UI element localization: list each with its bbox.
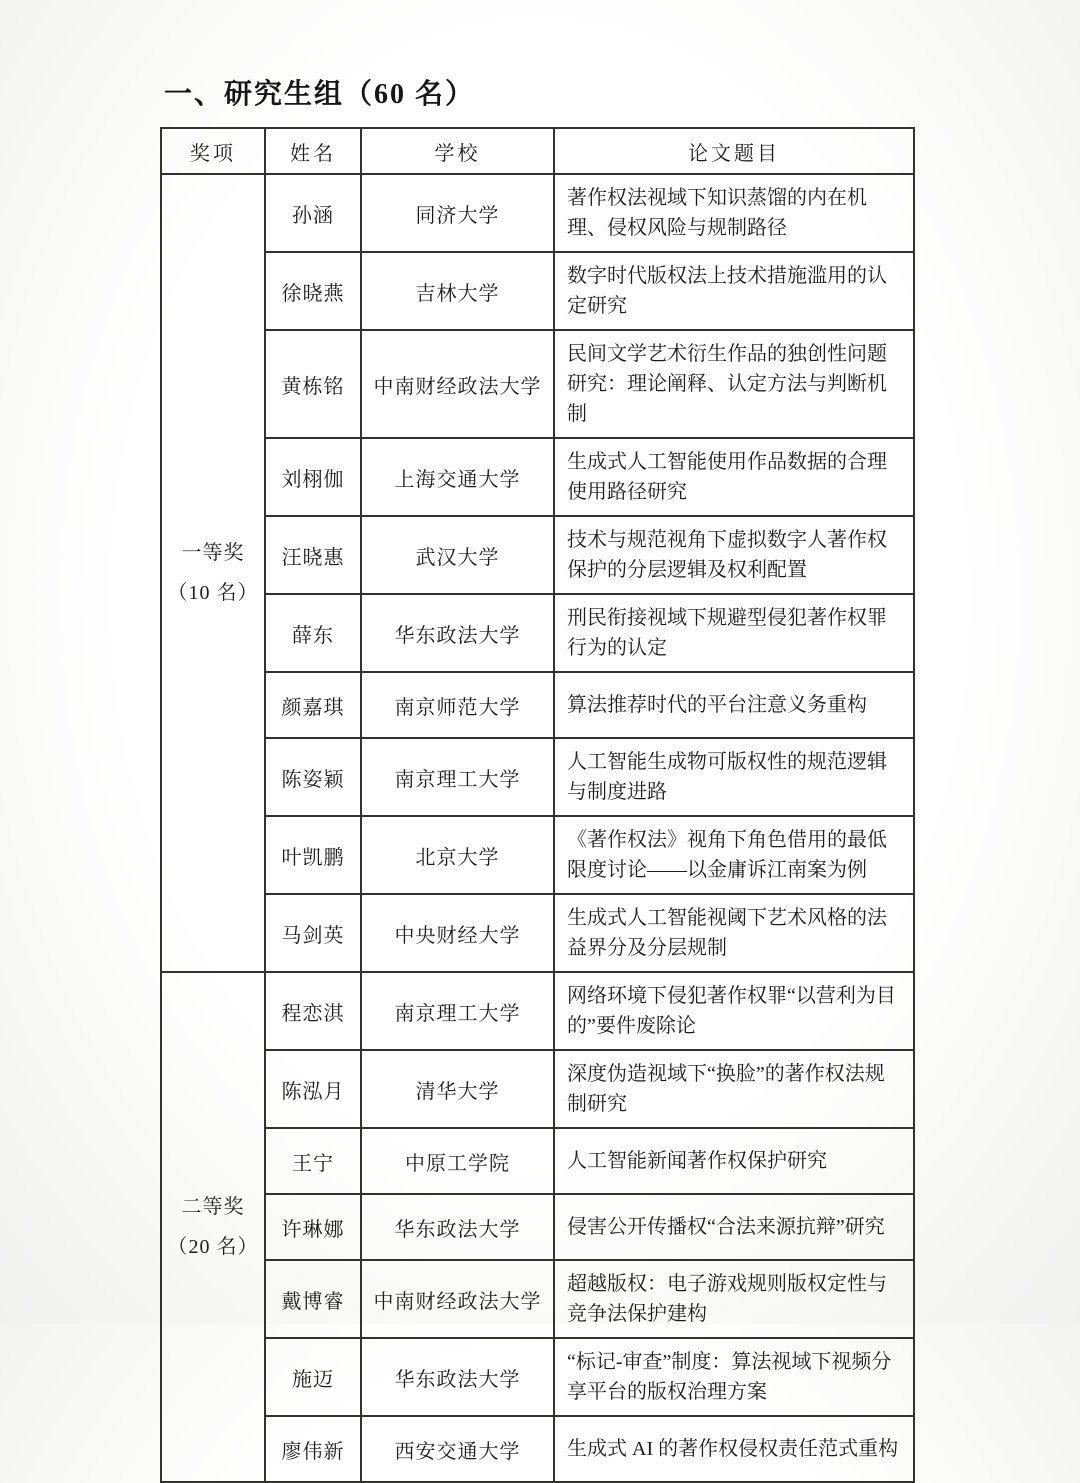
winner-name: 程恋淇 <box>265 972 361 1050</box>
table-row <box>161 672 914 738</box>
winner-school: 华东政法大学 <box>361 1338 554 1416</box>
winner-name: 叶凯鹏 <box>265 816 361 894</box>
winner-name: 施迈 <box>265 1338 361 1416</box>
table-row <box>161 1260 914 1338</box>
section-title: 一、研究生组（60 名） <box>164 79 476 110</box>
table-row <box>161 174 914 252</box>
award-group-cell <box>161 972 265 1482</box>
paper-title: 算法推荐时代的平台注意义务重构 <box>554 672 914 738</box>
column-header-2: 学校 <box>361 128 554 174</box>
winner-school: 中原工学院 <box>361 1128 554 1194</box>
winner-name: 孙涵 <box>265 174 361 252</box>
award-group-cell <box>161 174 265 972</box>
table-row <box>161 738 914 816</box>
column-header-3: 论文题目 <box>554 128 914 174</box>
winner-name: 戴博睿 <box>265 1260 361 1338</box>
paper-title: 著作权法视域下知识蒸馏的内在机理、侵权风险与规制路径 <box>554 174 914 252</box>
winner-school: 同济大学 <box>361 174 554 252</box>
table-row <box>161 1050 914 1128</box>
table-header-row <box>161 128 914 174</box>
winner-name: 廖伟新 <box>265 1416 361 1482</box>
table-row <box>161 894 914 972</box>
table-row <box>161 816 914 894</box>
paper-title: 刑民衔接视域下规避型侵犯著作权罪行为的认定 <box>554 594 914 672</box>
awards-table <box>160 127 915 1483</box>
winner-name: 许琳娜 <box>265 1194 361 1260</box>
winner-school: 华东政法大学 <box>361 594 554 672</box>
paper-title: 数字时代版权法上技术措施滥用的认定研究 <box>554 252 914 330</box>
paper-title: 人工智能生成物可版权性的规范逻辑与制度进路 <box>554 738 914 816</box>
winner-school: 吉林大学 <box>361 252 554 330</box>
winner-school: 南京理工大学 <box>361 738 554 816</box>
table-row <box>161 516 914 594</box>
awards-table-body <box>161 174 914 1482</box>
winner-name: 薛东 <box>265 594 361 672</box>
winner-school: 中央财经大学 <box>361 894 554 972</box>
winner-school: 南京师范大学 <box>361 672 554 738</box>
winner-name: 汪晓惠 <box>265 516 361 594</box>
award-count: （10 名） <box>167 582 259 604</box>
paper-title: 网络环境下侵犯著作权罪“以营利为目的”要件废除论 <box>554 972 914 1050</box>
winner-name: 陈泓月 <box>265 1050 361 1128</box>
winner-school: 清华大学 <box>361 1050 554 1128</box>
paper-title: 人工智能新闻著作权保护研究 <box>554 1128 914 1194</box>
table-row <box>161 1338 914 1416</box>
award-name: 一等奖 <box>181 542 245 564</box>
winner-school: 上海交通大学 <box>361 438 554 516</box>
column-header-1: 姓名 <box>265 128 361 174</box>
winner-school: 南京理工大学 <box>361 972 554 1050</box>
paper-title: 超越版权：电子游戏规则版权定性与竞争法保护建构 <box>554 1260 914 1338</box>
table-row <box>161 438 914 516</box>
winner-name: 刘栩伽 <box>265 438 361 516</box>
winner-name: 黄栋铭 <box>265 330 361 438</box>
winner-school: 武汉大学 <box>361 516 554 594</box>
paper-title: 生成式人工智能视阈下艺术风格的法益界分及分层规制 <box>554 894 914 972</box>
paper-title: 《著作权法》视角下角色借用的最低限度讨论——以金庸诉江南案为例 <box>554 816 914 894</box>
table-row <box>161 252 914 330</box>
table-row <box>161 972 914 1050</box>
winner-school: 西安交通大学 <box>361 1416 554 1482</box>
paper-title: 民间文学艺术衍生作品的独创性问题研究：理论阐释、认定方法与判断机制 <box>554 330 914 438</box>
paper-title: 生成式 AI 的著作权侵权责任范式重构 <box>554 1416 914 1482</box>
paper-title: 技术与规范视角下虚拟数字人著作权保护的分层逻辑及权利配置 <box>554 516 914 594</box>
winner-name: 颜嘉琪 <box>265 672 361 738</box>
award-name: 二等奖 <box>181 1196 245 1218</box>
winner-name: 陈姿颖 <box>265 738 361 816</box>
winner-name: 马剑英 <box>265 894 361 972</box>
table-header <box>161 128 914 174</box>
table-row <box>161 330 914 438</box>
winner-school: 中南财经政法大学 <box>361 330 554 438</box>
paper-title: “标记-审查”制度：算法视域下视频分享平台的版权治理方案 <box>554 1338 914 1416</box>
column-header-0: 奖项 <box>161 128 265 174</box>
winner-name: 徐晓燕 <box>265 252 361 330</box>
table-row <box>161 1194 914 1260</box>
winner-school: 华东政法大学 <box>361 1194 554 1260</box>
paper-title: 深度伪造视域下“换脸”的著作权法规制研究 <box>554 1050 914 1128</box>
table-row <box>161 594 914 672</box>
winner-school: 中南财经政法大学 <box>361 1260 554 1338</box>
award-count: （20 名） <box>167 1236 259 1258</box>
paper-title: 侵害公开传播权“合法来源抗辩”研究 <box>554 1194 914 1260</box>
paper-title: 生成式人工智能使用作品数据的合理使用路径研究 <box>554 438 914 516</box>
winner-name: 王宁 <box>265 1128 361 1194</box>
table-row <box>161 1416 914 1482</box>
winner-school: 北京大学 <box>361 816 554 894</box>
table-row <box>161 1128 914 1194</box>
